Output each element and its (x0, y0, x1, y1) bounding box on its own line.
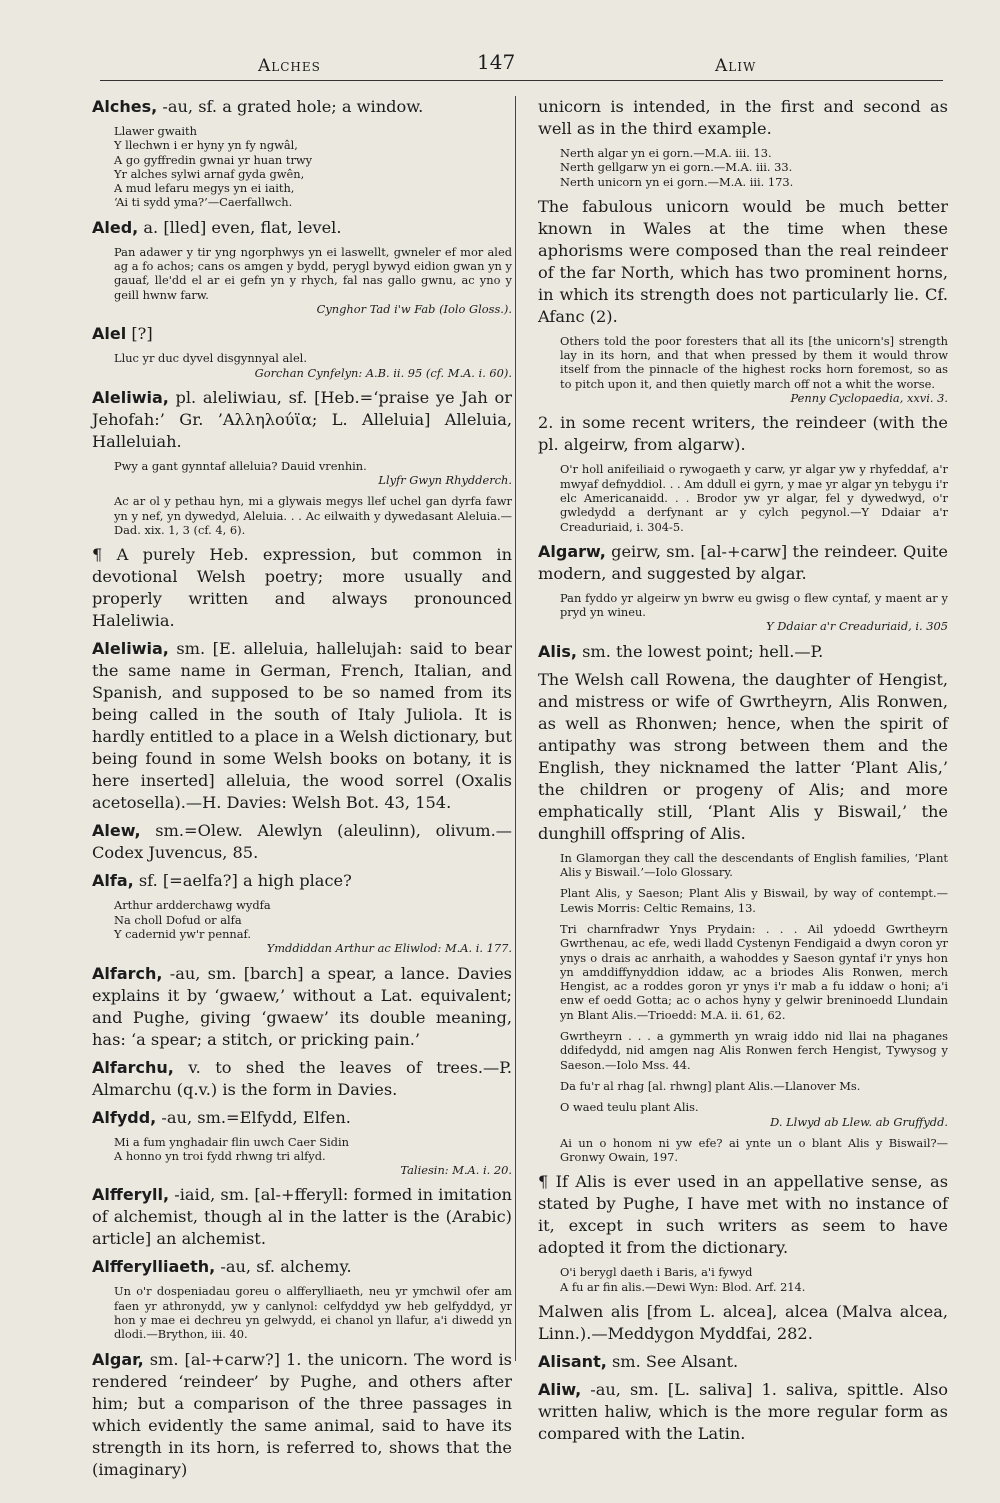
quote-line: A honno yn troi fydd rhwng tri alfyd. (114, 1148, 326, 1163)
column-divider (515, 96, 516, 1361)
quote-source: Y Ddaiar a'r Creaduriaid, i. 305 (766, 619, 948, 634)
quote-source: Taliesin: M.A. i. 20. (400, 1163, 512, 1178)
body-paragraph: unicorn is intended, in the first and second as well as in the third example. (538, 97, 948, 138)
dictionary-entry (92, 820, 512, 864)
definition-text: sm.=Olew. Alewlyn (aleulinn), olivum.—Codex Juvencus, 85. (92, 821, 512, 863)
definition-text: sm. [E. alleluia, hallelujah: said to bear the same name in German, French, Italian, and Spanish, and supposed to be so named from its being called in the south of Italy Juliola. It is hardly entitled to a place in a Welsh dictionary, but being found in some Welsh books on botany, it is here inserted] alleluia, the wood sorrel (Oxalis acetosella).—H. Davies: Welsh Bot. 43, 154. (92, 639, 512, 813)
headword: Alfarchu, (92, 1057, 174, 1077)
dictionary-entry (92, 870, 512, 892)
citation-quote (114, 459, 512, 488)
quote-line: Gwrtheyrn . . . a gymmerth yn wraig iddo nid llai na phaganes ddifedydd, nid amgen nag Alis Ronwen ferch Hengist, Tywysog y Saeson.—Iolo Mss. 44. (560, 1029, 948, 1072)
quote-line: O'r holl anifeiliaid o rywogaeth y carw, yr algar yw y rhyfeddaf, a'r mwyaf defnyddiol. . . Am ddull ei gyrn, y mae yr algar yn tebygu i'r elc Americanaidd. . . Brodor yw yr algar, fel y dywedwyd, o'r gwledydd a derfynant ar y cylch pegynol.—Y Ddaiar a'r Creaduriaid, i. 304-5. (560, 462, 948, 534)
quote-line: Nerth unicorn yn ei gorn.—M.A. iii. 173. (560, 174, 794, 189)
definition-text: v. to shed the leaves of trees.—P. Almarchu (q.v.) is the form in Davies. (92, 1057, 512, 1099)
quote-source: D. Llwyd ab Llew. ab Gruffydd. (770, 1114, 948, 1129)
citation-quote (114, 245, 512, 316)
quote-line: O waed teulu plant Alis. (560, 1100, 699, 1115)
headword: Alfydd, (92, 1107, 157, 1127)
dictionary-entry (92, 1256, 512, 1278)
quote-line: Lluc yr duc dyvel disgynnyal alel. (114, 351, 307, 366)
quote-line: Na choll Dofud or alfa (114, 912, 242, 927)
right-column (538, 96, 948, 1451)
quote-line: Y llechwn i er hyny yn fy ngwâl, (114, 138, 298, 153)
quote-line: Yr alches sylwi arnaf gyda gwên, (114, 166, 305, 181)
headword: Alfarch, (92, 963, 163, 983)
headword: Alisant, (538, 1351, 607, 1371)
definition-text: -iaid, sm. [al-+fferyll: formed in imitation of alchemist, though al in the latter is the (Arabic) article] an alchemist. (92, 1185, 512, 1249)
body-paragraph: The Welsh call Rowena, the daughter of Hengist, and mistress or wife of Gwrtheyrn, Alis Ronwen, as well as Rhonwen; hence, when the spirit of antipathy was strong between them and the English, they nicknamed the latter ‘Plant Alis,’ the children or progeny of Alis; and more emphatically still, ‘Plant Alis y Biswail,’ the dunghill offspring of Alis. (538, 669, 948, 843)
dictionary-entry (92, 323, 512, 345)
headword: Algar, (92, 1349, 144, 1369)
dictionary-entry (92, 963, 512, 1051)
quote-line: Tri charnfradwr Ynys Prydain: . . . Ail ydoedd Gwrtheyrn Gwrthenau, ac efe, wedi lladd Cystenyn Fendigaid a dwyn coron yr ynys o drais ac anrhaith, a wahoddes y Saeson gyntaf i'r ynys hon yn amddiffynyddion iddaw, ac a briodes Alis Ronwen, merch Hengist, ac a roddes goron yr ynys i'r mab a fu iddaw o honi; a'i enw ef oedd Gotta; ac o achos hyny y gelwir breninoedd Llundain yn Blant Alis.—Trioedd: M.A. ii. 61, 62. (560, 921, 948, 1022)
quote-line: In Glamorgan they call the descendants of English families, ‘Plant Alis y Biswail.’—Iolo Glossary. (560, 850, 948, 880)
header-right-word: Aliw (715, 56, 757, 76)
body-paragraph: The fabulous unicorn would be much better known in Wales at the time when these aphorisms were composed than the real reindeer of the far North, which has two prominent horns, in which its strength does not particularly lie. Cf. Afanc (2). (538, 196, 948, 326)
citation-quote (114, 124, 512, 210)
quote-line: A mud lefaru megys yn ei iaith, (114, 181, 295, 196)
dictionary-entry (92, 387, 512, 453)
page-number: 147 (477, 50, 516, 74)
headword: Alches, (92, 97, 158, 116)
left-column (92, 96, 512, 1487)
headword: Alfa, (92, 871, 134, 891)
quote-source: Cynghor Tad i'w Fab (Iolo Gloss.). (316, 301, 512, 316)
definition-text: -au, sm. [L. saliva] 1. saliva, spittle. Also written haliw, which is the more regular form as compared with the Latin. (538, 1379, 948, 1443)
body-paragraph: 2. in some recent writers, the reindeer (with the pl. algeirw, from algarw). (538, 413, 948, 455)
citation-quote (560, 146, 948, 189)
quote-line: Nerth gellgarw yn ei gorn.—M.A. iii. 33. (560, 160, 793, 175)
dictionary-entry (92, 1107, 512, 1129)
citation-quote (114, 351, 512, 380)
citation-quote (560, 334, 948, 405)
body-paragraph: ¶ A purely Heb. expression, but common in devotional Welsh poetry; more usually and properly written and always pronounced Haleliwia. (92, 545, 512, 631)
quote-line: Pan fyddo yr algeirw yn bwrw eu gwisg o flew cyntaf, y maent ar y pryd yn wineu. (560, 590, 948, 620)
quote-source: Ymddiddan Arthur ac Eliwlod: M.A. i. 177. (266, 941, 512, 956)
citation-quote (560, 1029, 948, 1072)
quote-source: Gorchan Cynfelyn: A.B. ii. 95 (cf. M.A. i. 60). (254, 365, 512, 380)
quote-line: Un o'r dospeniadau goreu o alfferylliaeth, neu yr ymchwil ofer am faen yr athronydd, yw y canlynol: celfyddyd yw heb gelfyddyd, yr hon y mae ei dechreu yn gelwydd, ei chanol yn llafur, a'i diwedd yn dlodi.—Brython, iii. 40. (114, 1284, 512, 1342)
headword: Aleliwia, (92, 639, 169, 659)
definition-text: -au, sm. [barch] a spear, a lance. Davies explains it by ‘gwaew,’ without a Lat. equivalent; and Pughe, giving ‘gwaew’ its double meaning, has: ‘a spear; a stitch, or pricking pain.’ (92, 963, 512, 1049)
citation-quote (560, 1136, 948, 1165)
quote-line: Pwy a gant gynntaf alleluia? Dauid vrenhin. (114, 458, 367, 473)
headword: Alel (92, 324, 127, 344)
body-paragraph: Malwen alis [from L. alcea], alcea (Malva alcea, Linn.).—Meddygon Myddfai, 282. (538, 1301, 948, 1343)
quote-line: Others told the poor foresters that all its [the unicorn's] strength lay in its horn, and that when pressed by them it would throw itself from the pinnacle of the highest rocks horn foremost, so as to pitch upon it, and then quietly march off not a whit the worse. (560, 333, 948, 391)
quote-line: Da fu'r al rhag [al. rhwng] plant Alis.—Llanover Ms. (560, 1078, 861, 1093)
definition-text: sm. the lowest point; hell.—P. (582, 641, 824, 661)
quote-line: Arthur ardderchawg wydfa (114, 898, 271, 913)
citation-quote (560, 922, 948, 1022)
body-paragraph: ¶ If Alis is ever used in an appellative sense, as stated by Pughe, I have met with no instance of it, except in such writers as seem to have adopted it from the dictionary. (538, 1172, 948, 1258)
dictionary-entry (92, 96, 512, 118)
quote-line: ‘Ai ti sydd yma?’—Caerfallwch. (114, 195, 293, 210)
definition-text: -au, sf. alchemy. (220, 1257, 352, 1277)
headword: Aliw, (538, 1379, 582, 1399)
definition-text: -au, sm.=Elfydd, Elfen. (161, 1107, 351, 1127)
quote-line: Ai un o honom ni yw efe? ai ynte un o blant Alis y Biswail?—Gronwy Owain, 197. (560, 1135, 948, 1165)
definition-text: sm. [al-+carw?] 1. the unicorn. The word is rendered ‘reindeer’ by Pughe, and others after him; but a comparison of the three passages in which evidently the same animal, said to have its strength in its horn, is referred to, shows that the (imaginary) (92, 1349, 512, 1479)
headword: Aleliwia, (92, 387, 169, 407)
citation-quote (560, 886, 948, 915)
header-left-word: Alches (258, 56, 321, 76)
citation-quote (114, 1135, 512, 1178)
headword: Alew, (92, 821, 141, 841)
citation-quote (560, 851, 948, 880)
running-header (70, 48, 945, 80)
header-rule (100, 80, 943, 81)
dictionary-entry (538, 541, 948, 585)
citation-quote (114, 494, 512, 537)
quote-line: A go gyffredin gwnai yr huan trwy (114, 152, 313, 167)
quote-line: Nerth algar yn ei gorn.—M.A. iii. 13. (560, 146, 772, 160)
dictionary-entry (538, 1379, 948, 1445)
dictionary-entry (92, 638, 512, 814)
definition-text: pl. aleliwiau, sf. [Heb.=‘praise ye Jah or Jehofah:’ Gr. ’Αλληλούϊα; L. Alleluia] Alleluia, Halleluiah. (92, 387, 512, 451)
headword: Algarw, (538, 541, 606, 561)
dictionary-entry (92, 1349, 512, 1481)
quote-line: Mi a fum ynghadair flin uwch Caer Sidin (114, 1134, 349, 1149)
definition-text: geirw, sm. [al-+carw] the reindeer. Quite modern, and suggested by algar. (538, 541, 948, 583)
headword: Aled, (92, 217, 139, 237)
dictionary-entry (92, 217, 512, 239)
headword: Alfferyll, (92, 1185, 170, 1205)
quote-line: Ac ar ol y pethau hyn, mi a glywais megys llef uchel gan dyrfa fawr yn y nef, yn dywedyd, Aleluia. . . Ac eilwaith y dywedasant Aleluia.—Dad. xix. 1, 3 (cf. 4, 6). (114, 494, 512, 538)
citation-quote (560, 1079, 948, 1093)
quote-line: A fu ar fin alis.—Dewi Wyn: Blod. Arf. 214. (560, 1279, 806, 1294)
headword: Alis, (538, 641, 577, 661)
citation-quote (560, 1100, 948, 1129)
quote-line: O'i berygl daeth i Baris, a'i fywyd (560, 1265, 753, 1280)
dictionary-entry (538, 1351, 948, 1373)
citation-quote (560, 1265, 948, 1294)
quote-line: Pan adawer y tir yng ngorphwys yn ei laswellt, gwneler ef mor aled ag a fo achos; cans os amgen y bydd, perygl bywyd eidion gwan yn y gauaf, lle'dd el ar ei gefn yn y rhych, fal nas gallo gwnu, ac yno y geill hwnw farw. (114, 244, 512, 302)
dictionary-entry (92, 1057, 512, 1101)
citation-quote (560, 591, 948, 634)
citation-quote (114, 1284, 512, 1341)
quote-line: Llawer gwaith (114, 124, 197, 138)
headword: Alfferylliaeth, (92, 1257, 216, 1277)
definition-text: sm. See Alsant. (611, 1351, 739, 1371)
citation-quote (114, 898, 512, 955)
quote-source: Llyfr Gwyn Rhydderch. (378, 473, 512, 488)
definition-text: [?] (131, 324, 153, 344)
definition-text: a. [lled] even, flat, level. (143, 217, 342, 237)
definition-text: sf. [=aelfa?] a high place? (138, 871, 352, 891)
quote-line: Y cadernid yw'r pennaf. (114, 926, 251, 941)
definition-text: -au, sf. a grated hole; a window. (162, 97, 424, 116)
citation-quote (560, 462, 948, 533)
quote-line: Plant Alis, y Saeson; Plant Alis y Biswail, by way of contempt.—Lewis Morris: Celtic Remains, 13. (560, 886, 948, 915)
dictionary-entry (538, 641, 948, 663)
dictionary-entry (92, 1184, 512, 1250)
quote-source: Penny Cyclopaedia, xxvi. 3. (790, 391, 948, 406)
